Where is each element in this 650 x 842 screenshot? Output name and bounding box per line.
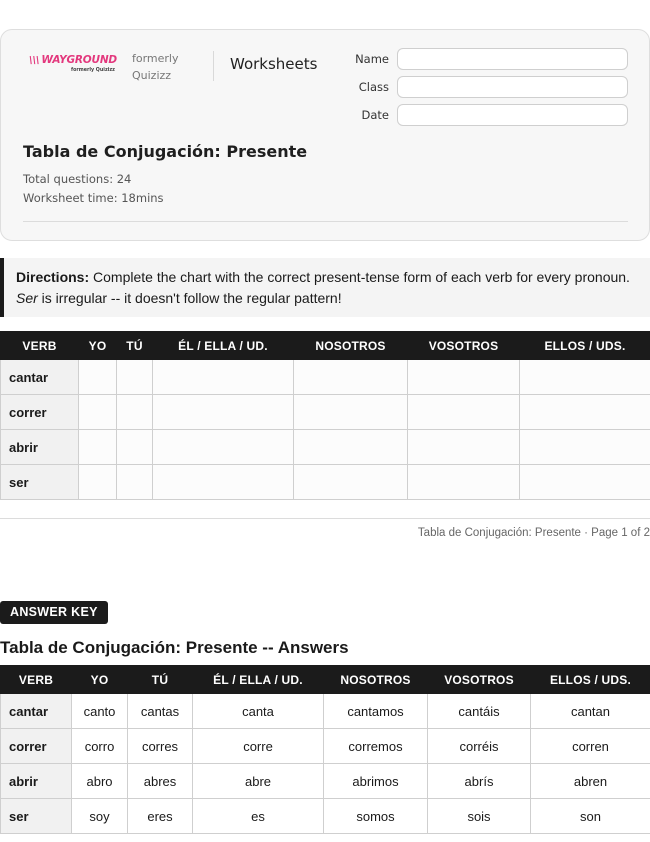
answer-cell: corremos xyxy=(324,729,428,764)
answer-cell[interactable] xyxy=(117,360,153,395)
col-header-el-ella-ud: ÉL / ELLA / UD. xyxy=(193,666,324,694)
col-header-yo: YO xyxy=(72,666,128,694)
answer-cell[interactable] xyxy=(79,360,117,395)
class-label: Class xyxy=(358,80,389,94)
answer-cell: son xyxy=(531,799,650,834)
table-row xyxy=(1,694,650,729)
answer-cell: cantáis xyxy=(428,694,531,729)
total-questions: Total questions: 24 xyxy=(23,172,132,186)
col-header-ellos-uds: ELLOS / UDS. xyxy=(531,666,650,694)
verb-cell: cantar xyxy=(1,360,79,395)
formerly-line1: formerly xyxy=(132,52,179,65)
logo-mark: \\\ xyxy=(29,55,40,66)
worksheet-time: Worksheet time: 18mins xyxy=(23,191,164,205)
answer-cell: abrimos xyxy=(324,764,428,799)
answer-cell: abrís xyxy=(428,764,531,799)
col-header-vosotros: VOSOTROS xyxy=(408,332,520,360)
verb-cell: abrir xyxy=(1,430,79,465)
answer-cell[interactable] xyxy=(79,465,117,500)
formerly-quizizz xyxy=(132,50,179,84)
verb-cell: cantar xyxy=(1,694,72,729)
conjugation-table xyxy=(0,331,650,500)
answer-cell[interactable] xyxy=(520,465,650,500)
answer-cell: abre xyxy=(193,764,324,799)
page-footer: Tabla de Conjugación: Presente · Page 1 of 2 xyxy=(417,527,650,539)
logo-subtext: formerly Quizizz xyxy=(71,68,115,73)
answer-cell[interactable] xyxy=(294,360,408,395)
answer-cell: cantan xyxy=(531,694,650,729)
col-header-tu: TÚ xyxy=(117,332,153,360)
col-header-el-ella-ud: ÉL / ELLA / UD. xyxy=(153,332,294,360)
wayground-logo xyxy=(29,54,119,80)
directions-label: Directions: xyxy=(16,269,90,285)
answer-cell: somos xyxy=(324,799,428,834)
answer-cell[interactable] xyxy=(153,360,294,395)
answer-cell[interactable] xyxy=(520,430,650,465)
answer-cell: canta xyxy=(193,694,324,729)
answer-cell: cantamos xyxy=(324,694,428,729)
table-row xyxy=(1,764,650,799)
verb-cell: ser xyxy=(1,465,79,500)
date-label: Date xyxy=(361,108,389,122)
answer-cell[interactable] xyxy=(153,430,294,465)
answer-cell[interactable] xyxy=(408,360,520,395)
col-header-verb: VERB xyxy=(1,332,79,360)
logo-wordmark xyxy=(29,54,117,66)
header-divider xyxy=(213,51,214,81)
answer-cell[interactable] xyxy=(408,465,520,500)
table-row xyxy=(1,395,650,430)
table-row xyxy=(1,465,650,500)
answer-cell: canto xyxy=(72,694,128,729)
answer-cell: eres xyxy=(128,799,193,834)
verb-cell: correr xyxy=(1,395,79,430)
col-header-nosotros: NOSOTROS xyxy=(294,332,408,360)
answer-cell[interactable] xyxy=(294,430,408,465)
answer-cell[interactable] xyxy=(520,360,650,395)
table-row xyxy=(1,799,650,834)
answer-cell[interactable] xyxy=(117,430,153,465)
answer-key-badge: ANSWER KEY xyxy=(0,601,108,624)
answer-cell: corro xyxy=(72,729,128,764)
answer-cell: corres xyxy=(128,729,193,764)
verb-cell: abrir xyxy=(1,764,72,799)
table-row xyxy=(1,430,650,465)
col-header-verb: VERB xyxy=(1,666,72,694)
directions-box xyxy=(0,258,650,317)
col-header-ellos-uds: ELLOS / UDS. xyxy=(520,332,650,360)
col-header-tu: TÚ xyxy=(128,666,193,694)
answer-key-table xyxy=(0,665,650,834)
table-row xyxy=(1,360,650,395)
worksheet-header-card xyxy=(0,29,650,241)
verb-cell: correr xyxy=(1,729,72,764)
product-name: Worksheets xyxy=(230,55,318,73)
answer-cell[interactable] xyxy=(153,395,294,430)
answer-cell[interactable] xyxy=(294,465,408,500)
verb-cell: ser xyxy=(1,799,72,834)
answer-cell: abren xyxy=(531,764,650,799)
col-header-nosotros: NOSOTROS xyxy=(324,666,428,694)
answer-cell[interactable] xyxy=(117,395,153,430)
worksheet-title: Tabla de Conjugación: Presente xyxy=(23,142,308,161)
name-label: Name xyxy=(355,52,389,66)
table-row xyxy=(1,729,650,764)
answer-cell: abres xyxy=(128,764,193,799)
answer-cell[interactable] xyxy=(408,430,520,465)
formerly-line2: Quizizz xyxy=(132,69,172,82)
class-field[interactable] xyxy=(397,76,628,98)
ser-note: is irregular -- it doesn't follow the regular pattern! xyxy=(37,290,342,306)
directions-text: Complete the chart with the correct present-tense form of each verb for every pronoun. xyxy=(89,269,630,285)
answer-cell: abro xyxy=(72,764,128,799)
answer-cell[interactable] xyxy=(79,395,117,430)
answer-cell: sois xyxy=(428,799,531,834)
date-field[interactable] xyxy=(397,104,628,126)
answer-cell: cantas xyxy=(128,694,193,729)
table-header-row xyxy=(1,666,650,694)
table-header-row xyxy=(1,332,650,360)
col-header-vosotros: VOSOTROS xyxy=(428,666,531,694)
answer-key-title: Tabla de Conjugación: Presente -- Answers xyxy=(0,638,349,657)
answer-cell: es xyxy=(193,799,324,834)
answer-cell[interactable] xyxy=(153,465,294,500)
footer-rule xyxy=(0,518,650,519)
answer-cell: corren xyxy=(531,729,650,764)
logo-text: WAYGROUND xyxy=(41,54,117,66)
answer-cell[interactable] xyxy=(117,465,153,500)
answer-cell[interactable] xyxy=(79,430,117,465)
answer-cell: corréis xyxy=(428,729,531,764)
col-header-yo: YO xyxy=(79,332,117,360)
answer-cell: corre xyxy=(193,729,324,764)
answer-cell[interactable] xyxy=(294,395,408,430)
answer-cell[interactable] xyxy=(408,395,520,430)
answer-cell: soy xyxy=(72,799,128,834)
answer-cell[interactable] xyxy=(520,395,650,430)
header-rule xyxy=(23,221,628,222)
ser-word: Ser xyxy=(16,290,38,306)
name-field[interactable] xyxy=(397,48,628,70)
